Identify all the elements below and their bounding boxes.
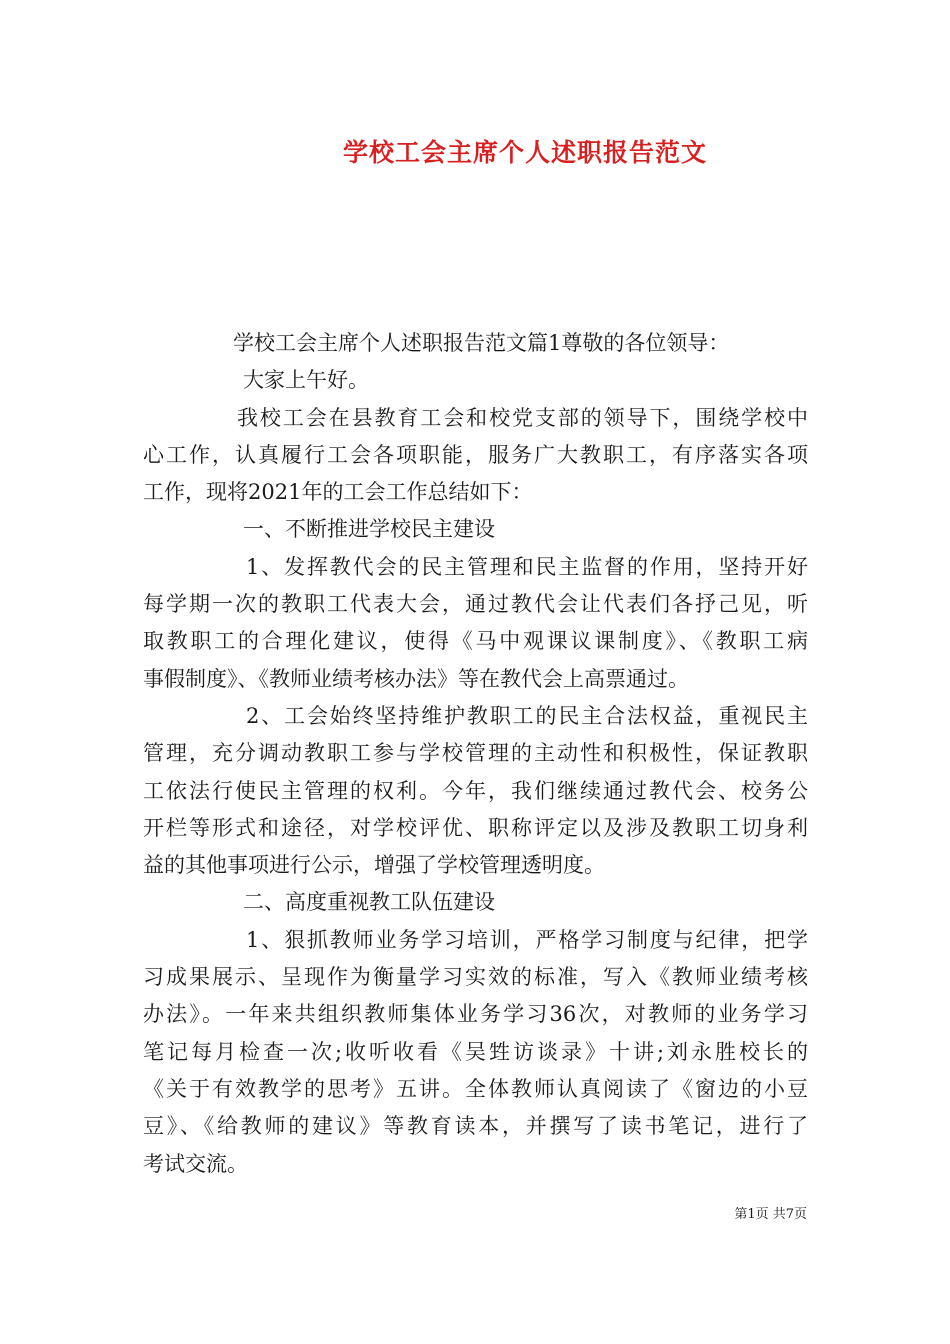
paragraph-line: 大家上午好。	[243, 368, 369, 393]
document-title: 学校工会主席个人述职报告范文	[342, 138, 707, 167]
paragraph-line: 1、狠抓教师业务学习培训，严格学习制度与纪律，把学	[246, 927, 808, 952]
paragraph-line: 管理，充分调动教职工参与学校管理的主动性和积极性，保证教职	[143, 741, 808, 766]
paragraph-line: 办法》。一年来共组织教师集体业务学习36次，对教师的业务学习	[143, 1002, 808, 1027]
paragraph-line: 1、发挥教代会的民主管理和民主监督的作用，坚持开好	[246, 554, 808, 579]
paragraph-line: 事假制度》、《教师业绩考核办法》等在教代会上高票通过。	[143, 666, 689, 691]
paragraph-line: 取教职工的合理化建议，使得《马中观课议课制度》、《教职工病	[143, 629, 808, 654]
paragraph-line: 益的其他事项进行公示，增强了学校管理透明度。	[143, 853, 605, 878]
paragraph-line: 心工作，认真履行工会各项职能，服务广大教职工，有序落实各项	[143, 442, 808, 467]
paragraph-line: 2、工会始终坚持维护教职工的民主合法权益，重视民主	[246, 703, 808, 728]
paragraph-line: 学校工会主席个人述职报告范文篇1尊敬的各位领导：	[233, 331, 730, 355]
page-footer: 第1页 共7页	[734, 1207, 807, 1222]
paragraph-line: 考试交流。	[143, 1151, 248, 1176]
paragraph-line: 一、不断推进学校民主建设	[243, 517, 495, 542]
paragraph-line: 豆》、《给教师的建议》等教育读本，并撰写了读书笔记，进行了	[143, 1114, 808, 1139]
paragraph-line: 习成果展示、呈现作为衡量学习实效的标准，写入《教师业绩考核	[143, 965, 808, 990]
paragraph-line: 《关于有效教学的思考》五讲。全体教师认真阅读了《窗边的小豆	[143, 1076, 808, 1101]
paragraph-line: 每学期一次的教职工代表大会，通过教代会让代表们各抒己见，听	[143, 592, 808, 617]
paragraph-line: 工依法行使民主管理的权利。今年，我们继续通过教代会、校务公	[143, 778, 808, 803]
paragraph-line: 二、高度重视教工队伍建设	[243, 890, 495, 915]
paragraph-line: 工作，现将2021年的工会工作总结如下：	[143, 480, 533, 505]
paragraph-line: 开栏等形式和途径，对学校评优、职称评定以及涉及教职工切身利	[143, 815, 808, 840]
paragraph-line: 我校工会在县教育工会和校党支部的领导下，围绕学校中	[237, 405, 808, 430]
document-body	[143, 325, 808, 1183]
paragraph-line: 笔记每月检查一次;收听收看《吴甡访谈录》十讲;刘永胜校长的	[143, 1039, 808, 1064]
